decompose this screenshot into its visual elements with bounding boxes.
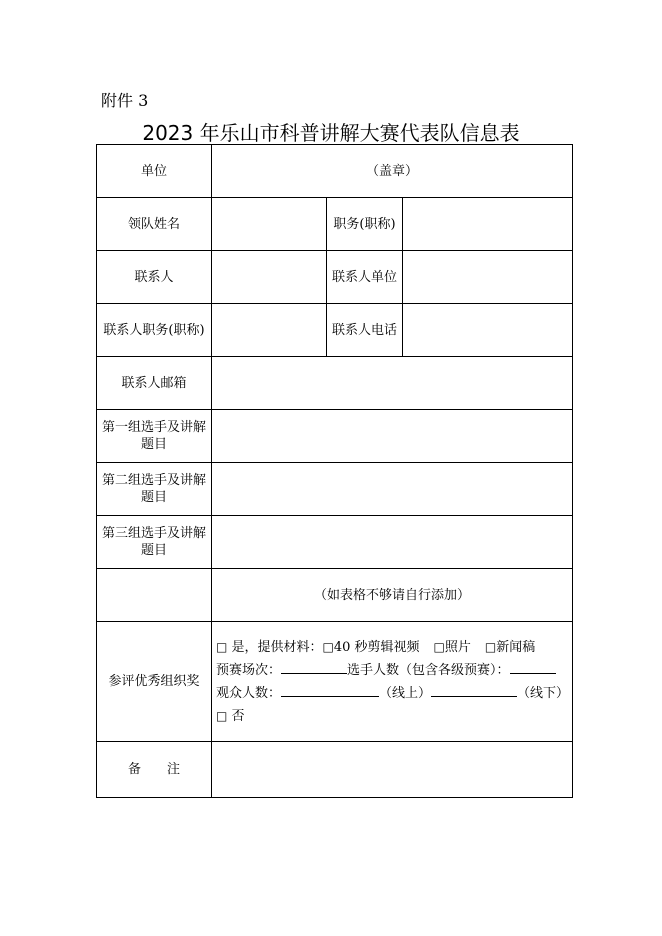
audience-online-blank[interactable] bbox=[281, 682, 379, 697]
row-email bbox=[97, 357, 573, 410]
audience-offline-blank[interactable] bbox=[431, 682, 517, 697]
leader-title-field[interactable] bbox=[403, 198, 573, 251]
award-no-line bbox=[216, 705, 568, 728]
offline-label: （线下） bbox=[517, 685, 570, 701]
news-checkbox[interactable]: □ bbox=[484, 639, 497, 654]
no-checkbox[interactable]: □ bbox=[216, 708, 228, 723]
no-text: 否 bbox=[231, 708, 245, 724]
group1-label: 第一组选手及讲解题目 bbox=[97, 410, 212, 463]
remarks-label: 备 注 bbox=[97, 742, 212, 798]
prelim-sessions-label: 预赛场次： bbox=[216, 662, 282, 678]
audience-label: 观众人数： bbox=[216, 685, 282, 701]
photos-checkbox[interactable]: □ bbox=[433, 639, 445, 654]
award-label: 参评优秀组织奖 bbox=[97, 622, 212, 742]
row-leader bbox=[97, 198, 573, 251]
award-options bbox=[212, 622, 573, 742]
annex-label: 附件 3 bbox=[101, 91, 149, 110]
award-prelim-line bbox=[216, 659, 568, 682]
unit-label: 单位 bbox=[97, 145, 212, 198]
row-award bbox=[97, 622, 573, 742]
yes-text: 是，提供材料： bbox=[231, 639, 323, 655]
group2-field[interactable] bbox=[212, 463, 573, 516]
contact-email-field[interactable] bbox=[212, 357, 573, 410]
players-count-blank[interactable] bbox=[510, 659, 556, 674]
award-audience-line bbox=[216, 682, 568, 705]
players-count-label: 选手人数（包含各级预赛）： bbox=[347, 662, 510, 678]
group3-label: 第三组选手及讲解题目 bbox=[97, 516, 212, 569]
remarks-field[interactable] bbox=[212, 742, 573, 798]
unit-field[interactable]: （盖章） bbox=[212, 145, 573, 198]
row-remarks bbox=[97, 742, 573, 798]
group2-label: 第二组选手及讲解题目 bbox=[97, 463, 212, 516]
contact-label: 联系人 bbox=[97, 251, 212, 304]
group1-field[interactable] bbox=[212, 410, 573, 463]
option-video: 40 秒剪辑视频 bbox=[333, 639, 420, 655]
contact-phone-field[interactable] bbox=[403, 304, 573, 357]
contact-phone-label: 联系人电话 bbox=[327, 304, 403, 357]
row-contact bbox=[97, 251, 573, 304]
contact-title-label: 联系人职务(职称) bbox=[97, 304, 212, 357]
extra-group-label[interactable] bbox=[97, 569, 212, 622]
leader-title-label: 职务(职称) bbox=[327, 198, 403, 251]
row-group2 bbox=[97, 463, 573, 516]
row-group1 bbox=[97, 410, 573, 463]
row-add bbox=[97, 569, 573, 622]
contact-unit-label: 联系人单位 bbox=[327, 251, 403, 304]
award-yes-line bbox=[216, 636, 568, 659]
row-unit bbox=[97, 145, 573, 198]
add-note: （如表格不够请自行添加） bbox=[212, 569, 573, 622]
yes-checkbox[interactable]: □ bbox=[216, 639, 228, 654]
online-label: （线上） bbox=[379, 685, 432, 701]
page-title: 2023 年乐山市科普讲解大赛代表队信息表 bbox=[142, 121, 520, 145]
row-contact-title bbox=[97, 304, 573, 357]
leader-name-field[interactable] bbox=[212, 198, 327, 251]
video-checkbox[interactable]: □ bbox=[322, 639, 334, 654]
group3-field[interactable] bbox=[212, 516, 573, 569]
contact-email-label: 联系人邮箱 bbox=[97, 357, 212, 410]
contact-unit-field[interactable] bbox=[403, 251, 573, 304]
info-form-table bbox=[96, 144, 573, 798]
option-photos: 照片 bbox=[444, 639, 471, 655]
row-group3 bbox=[97, 516, 573, 569]
option-news: 新闻稿 bbox=[496, 639, 536, 655]
leader-name-label: 领队姓名 bbox=[97, 198, 212, 251]
contact-field[interactable] bbox=[212, 251, 327, 304]
prelim-sessions-blank[interactable] bbox=[281, 659, 347, 674]
contact-title-field[interactable] bbox=[212, 304, 327, 357]
